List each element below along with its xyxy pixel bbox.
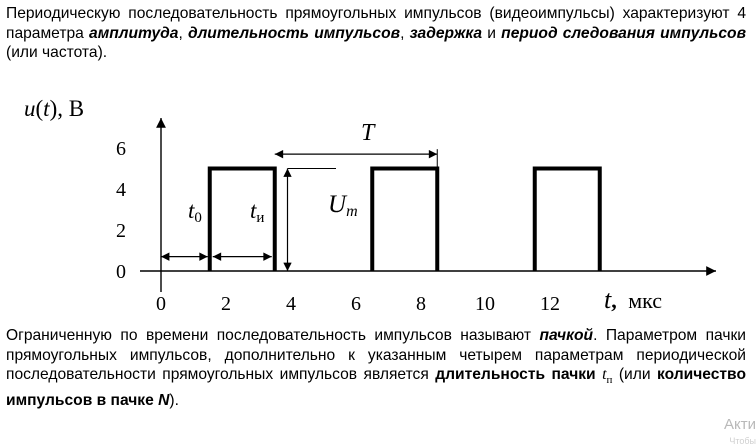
burst-paragraph: Ограниченную по времени последовательность импульсов называют пачкой. Параметром пачки прямоугольных импульсов, дополнительно к указанным четырем параметрам периодической последовательности прямоугольных импульсов является длительность пачки $t_п$ (или количество импульсов в пачке N). bbox=[6, 327, 746, 409]
x-tick-label-4: 4 bbox=[286, 293, 296, 315]
activation-watermark-sub: Чтобы bbox=[729, 436, 756, 446]
y-tick-label-4: 4 bbox=[116, 179, 126, 201]
pulse-2 bbox=[372, 169, 437, 272]
x-tick-label-8: 8 bbox=[416, 293, 426, 315]
x-tick-label-0: 0 bbox=[156, 293, 166, 315]
burst-duration-symbol: $t_п$ bbox=[602, 366, 613, 387]
term-amplitude: амплитуда bbox=[89, 24, 179, 42]
amplitude-label: Um bbox=[328, 191, 358, 220]
term-delay: задержка bbox=[409, 24, 483, 42]
x-tick-label-10: 10 bbox=[475, 293, 495, 315]
x-tick-label-12: 12 bbox=[540, 293, 560, 315]
pulse-3 bbox=[535, 169, 600, 272]
activation-watermark: Акти bbox=[724, 416, 756, 433]
delay-label: t0 bbox=[188, 198, 202, 226]
term-pulse-duration: длительность импульсов bbox=[187, 24, 401, 42]
pulse-1 bbox=[210, 169, 275, 272]
x-axis-label: t, мкс bbox=[604, 285, 663, 314]
x-tick-label-2: 2 bbox=[221, 293, 231, 315]
term-pulse-count: количество импульсов в пачке N bbox=[6, 366, 746, 409]
term-burst: пачкой bbox=[539, 327, 594, 344]
y-tick-label-0: 0 bbox=[116, 261, 126, 283]
x-tick-label-6: 6 bbox=[351, 293, 361, 315]
term-period: период следования импульсов bbox=[501, 24, 746, 42]
intro-paragraph: Периодическую последовательность прямоугольных импульсов (видеоимпульсы) характеризуют 4 параметра амплитуда, длительность импульсов, задержка и период следования импульсов (или частота). bbox=[6, 5, 746, 61]
period-label: T bbox=[361, 120, 375, 146]
pulse-chart bbox=[0, 96, 756, 326]
term-burst-duration: длительность пачки bbox=[435, 366, 596, 383]
width-label: tи bbox=[250, 198, 265, 226]
y-tick-label-6: 6 bbox=[116, 138, 126, 160]
y-tick-label-2: 2 bbox=[116, 220, 126, 242]
y-axis-label: u(t), В bbox=[24, 96, 85, 121]
